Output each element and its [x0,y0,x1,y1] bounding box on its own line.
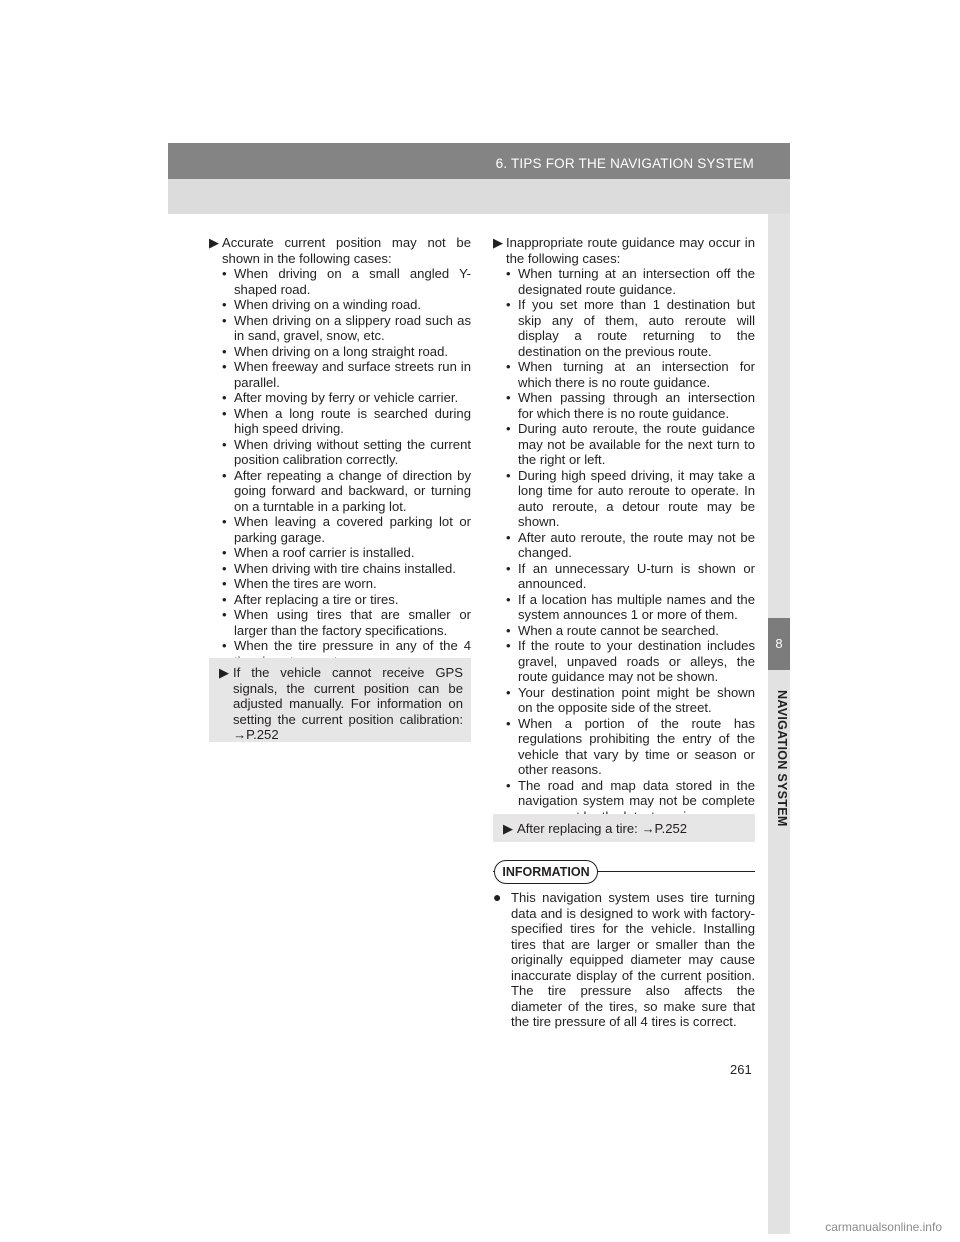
list-item: • Your destination point might be shown on the opposite side of the street. [506,685,755,716]
list-item: • If the route to your destination includes gravel, unpaved roads or alleys, the route guidance may not be shown. [506,638,755,685]
gps-note-box [209,658,471,742]
list-item: • If a location has multiple names and the system announces 1 or more of them. [506,592,755,623]
chapter-tab-number[interactable]: 8 [768,618,790,670]
list-item: • After repeating a change of direction by going forward and backward, or turning on a turntable in a parking lot. [222,468,471,515]
list-item: • When driving on a long straight road. [222,344,471,360]
information-text: This navigation system uses tire turning data and is designed to work with factory-specified tires for the vehicle. Installing tires that are larger or smaller than the originally equipped diameter may cause inaccurate display of the current position. The tire pressure also affects the diameter of the tires, so make sure that the tire pressure of all 4 tires is correct. [511,890,755,1029]
right-case-list [493,266,755,824]
left-lead-text: Accurate current position may not be shown in the following cases: [222,235,471,266]
list-item: • During auto reroute, the route guidance may not be available for the next turn to the right or left. [506,421,755,468]
circle-bullet-icon: ● [493,889,502,905]
list-item: • When a route cannot be searched. [506,623,755,639]
list-item: • If an unnecessary U-turn is shown or announced. [506,561,755,592]
list-item: • If you set more than 1 destination but skip any of them, auto reroute will display a route returning to the destination on the previous route. [506,297,755,359]
triangle-bullet-icon: ▶ [209,235,220,250]
list-item: • When passing through an intersection for which there is no route guidance. [506,390,755,421]
list-item: • When a long route is searched during high speed driving. [222,406,471,437]
left-column [209,235,471,669]
triangle-bullet-icon: ▶ [493,235,504,250]
tire-note-box [493,814,755,842]
list-item: • When driving with tire chains installed. [222,561,471,577]
list-item: • When the tires are worn. [222,576,471,592]
list-item: • When the tire pressure in any of the 4 [222,638,471,669]
list-item: • After replacing a tire or tires. [222,592,471,608]
list-item: • When a roof carrier is installed. [222,545,471,561]
triangle-bullet-icon: ▶ [219,665,230,680]
list-item: • After auto reroute, the route may not be changed. [506,530,755,561]
list-item: • When driving on a winding road. [222,297,471,313]
list-item: • When freeway and surface streets run in parallel. [222,359,471,390]
list-item: • When leaving a covered parking lot or parking garage. [222,514,471,545]
left-case-list [209,266,471,669]
watermark: carmanualsonline.info [825,1220,942,1234]
header-subbar [168,179,790,214]
information-paragraph [493,890,755,1030]
information-section [493,890,755,1030]
list-item: • During high speed driving, it may take a long time for auto reroute to operate. In auto reroute, a detour route may be shown. [506,468,755,530]
right-column [493,235,755,824]
list-item: • When driving on a small angled Y-shaped road. [222,266,471,297]
list-item: • When turning at an intersection for which there is no route guidance. [506,359,755,390]
gps-note-text[interactable]: If the vehicle cannot receive GPS signals, the current position can be adjusted manually. For information on setting the current position calibration: →P.252 [233,665,463,742]
list-item: • When a portion of the route has regulations prohibiting the entry of the vehicle that vary by time or season or other reasons. [506,716,755,778]
list-item: • The road and map data stored in the navigation system may not be complete [506,778,755,825]
list-item: • After moving by ferry or vehicle carrier. [222,390,471,406]
triangle-bullet-icon: ▶ [503,821,514,836]
list-item: • When using tires that are smaller or larger than the factory specifications. [222,607,471,638]
page-header [168,143,790,179]
section-title: 6. TIPS FOR THE NAVIGATION SYSTEM [495,156,754,171]
tire-note-text[interactable]: After replacing a tire: →P.252 [517,821,688,836]
page-number: 261 [730,1062,752,1077]
right-lead-paragraph [493,235,755,266]
chapter-tab-label: NAVIGATION SYSTEM [775,690,789,827]
right-lead-text: Inappropriate route guidance may occur in the following cases: [506,235,755,266]
list-item: • When driving on a slippery road such as in sand, gravel, snow, etc. [222,313,471,344]
information-label: INFORMATION [494,860,598,884]
left-lead-paragraph [209,235,471,266]
list-item: • When turning at an intersection off the designated route guidance. [506,266,755,297]
list-item: • When driving without setting the current position calibration correctly. [222,437,471,468]
